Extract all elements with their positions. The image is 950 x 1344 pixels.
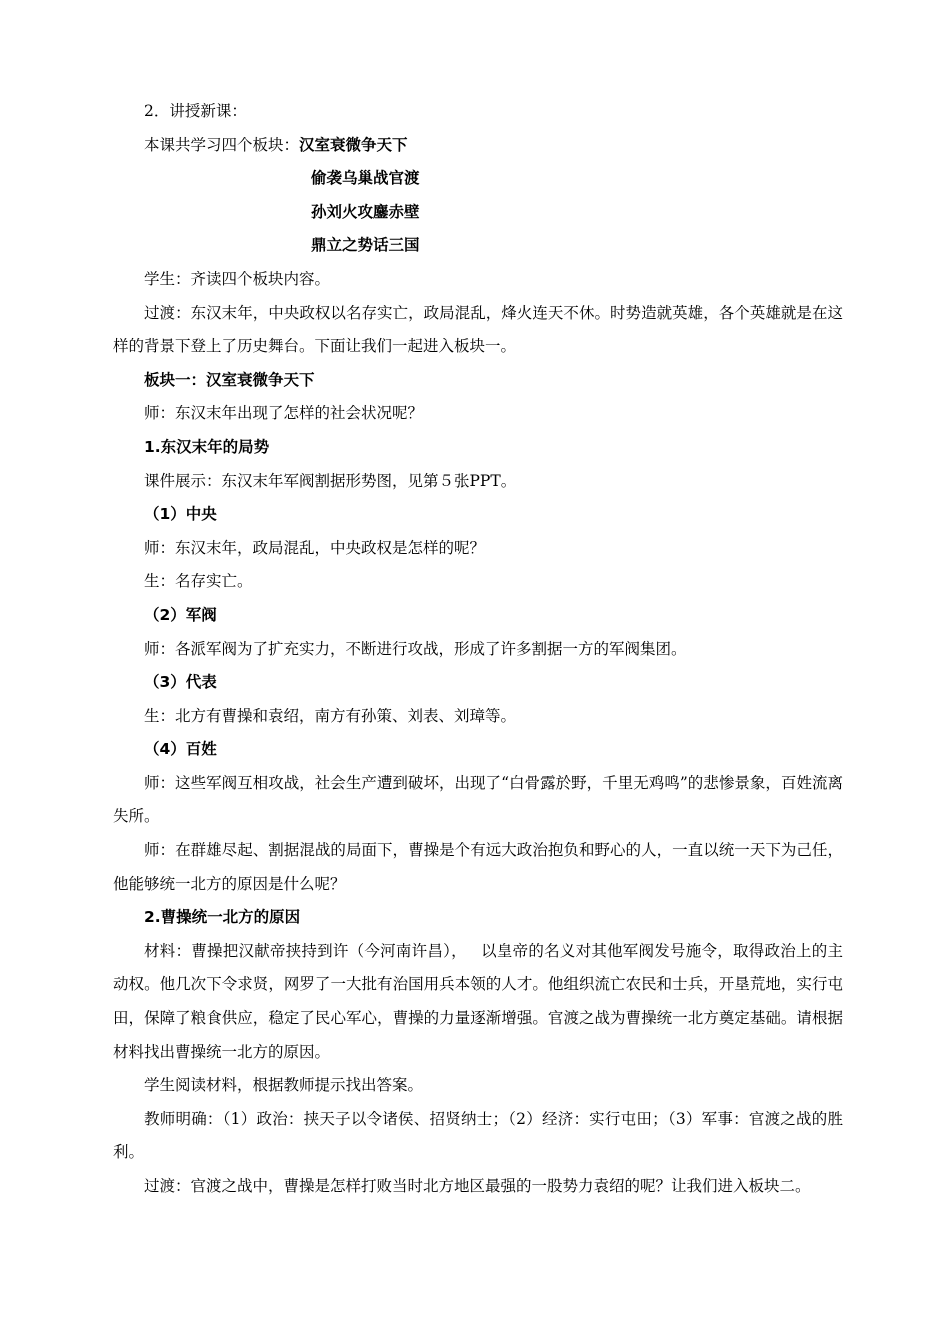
teacher-statement-warlords: 师：各派军阀为了扩充实力，不断进行攻战，形成了许多割据一方的军阀集团。 <box>144 639 687 658</box>
teacher-question-3: 师：在群雄尽起、割据混战的局面下，曹操是个有远大政治抱负和野心的人，一直以统一天下为己任，他能够统一北方的原因是什么呢？ <box>113 841 843 893</box>
modules-intro <box>113 129 843 163</box>
module-title-3: 孙刘火攻鏖赤壁 <box>311 202 420 221</box>
teacher-clarification: 教师明确：（1）政治：挟天子以令诸侯、招贤纳士；（2）经济：实行屯田；（3）军事：官渡之战的胜利。 <box>113 1109 843 1162</box>
document-body <box>113 95 843 1204</box>
section-heading-new-lesson: 2．讲授新课： <box>144 102 247 120</box>
subheading-situation: 1.东汉末年的局势 <box>144 437 270 456</box>
teacher-question-2: 师：东汉末年，政局混乱，中央政权是怎样的呢？ <box>144 538 486 557</box>
module-title-1: 汉室衰微争天下 <box>299 135 408 154</box>
student-answer-1: 生：名存实亡。 <box>144 572 253 591</box>
teacher-question-1: 师：东汉末年出现了怎样的社会状况呢？ <box>144 404 424 423</box>
point-warlords: （2）军阀 <box>144 605 217 624</box>
transition-paragraph-1: 过渡：东汉末年，中央政权以名存实亡，政局混乱，烽火连天不休。时势造就英雄，各个英雄就是在这样的背景下登上了历史舞台。下面让我们一起进入板块一。 <box>113 303 843 356</box>
subheading-reasons: 2.曹操统一北方的原因 <box>144 908 301 927</box>
courseware-display: 课件展示：东汉末年军阀割据形势图，见第５张PPT。 <box>144 471 517 490</box>
module-one-heading: 板块一：汉室衰微争天下 <box>144 370 315 389</box>
transition-paragraph-2: 过渡：官渡之战中，曹操是怎样打败当时北方地区最强的一股势力袁绍的呢？让我们进入板块二。 <box>144 1177 811 1195</box>
modules-intro-label: 本课共学习四个板块： <box>144 135 300 154</box>
module-title-4: 鼎立之势话三国 <box>311 236 420 255</box>
point-representatives: （3）代表 <box>144 673 217 692</box>
student-read-material: 学生阅读材料，根据教师提示找出答案。 <box>144 1076 424 1095</box>
student-read-aloud: 学生：齐读四个板块内容。 <box>144 269 331 288</box>
point-central: （1）中央 <box>144 505 217 524</box>
material-part-b: 以皇帝的名义对其他军阀发号施令，取得政治上的主动权。他几次下令求贤，网罗了一大批有治国用兵本领的人才。他组织流亡农民和士兵，开垦荒地，实行屯田，保障了粮食供应，稳定了民心军心，曹操的力量逐渐增强。官渡之战为曹操统一北方奠定基础。请根据材料找出曹操统一北方的原因。 <box>113 941 843 1061</box>
material-part-a: 材料：曹操把汉献帝挟持到许（今河南许昌）， <box>144 941 467 960</box>
student-answer-2: 生：北方有曹操和袁绍，南方有孙策、刘表、刘璋等。 <box>144 706 517 725</box>
point-common-people: （4）百姓 <box>144 740 217 759</box>
material-paragraph <box>113 935 843 1069</box>
module-title-2: 偷袭乌巢战官渡 <box>311 169 420 188</box>
teacher-statement-people: 师：这些军阀互相攻战，社会生产遭到破坏，出现了“白骨露於野，千里无鸡鸣”的悲惨景象，百姓流离失所。 <box>113 773 843 826</box>
